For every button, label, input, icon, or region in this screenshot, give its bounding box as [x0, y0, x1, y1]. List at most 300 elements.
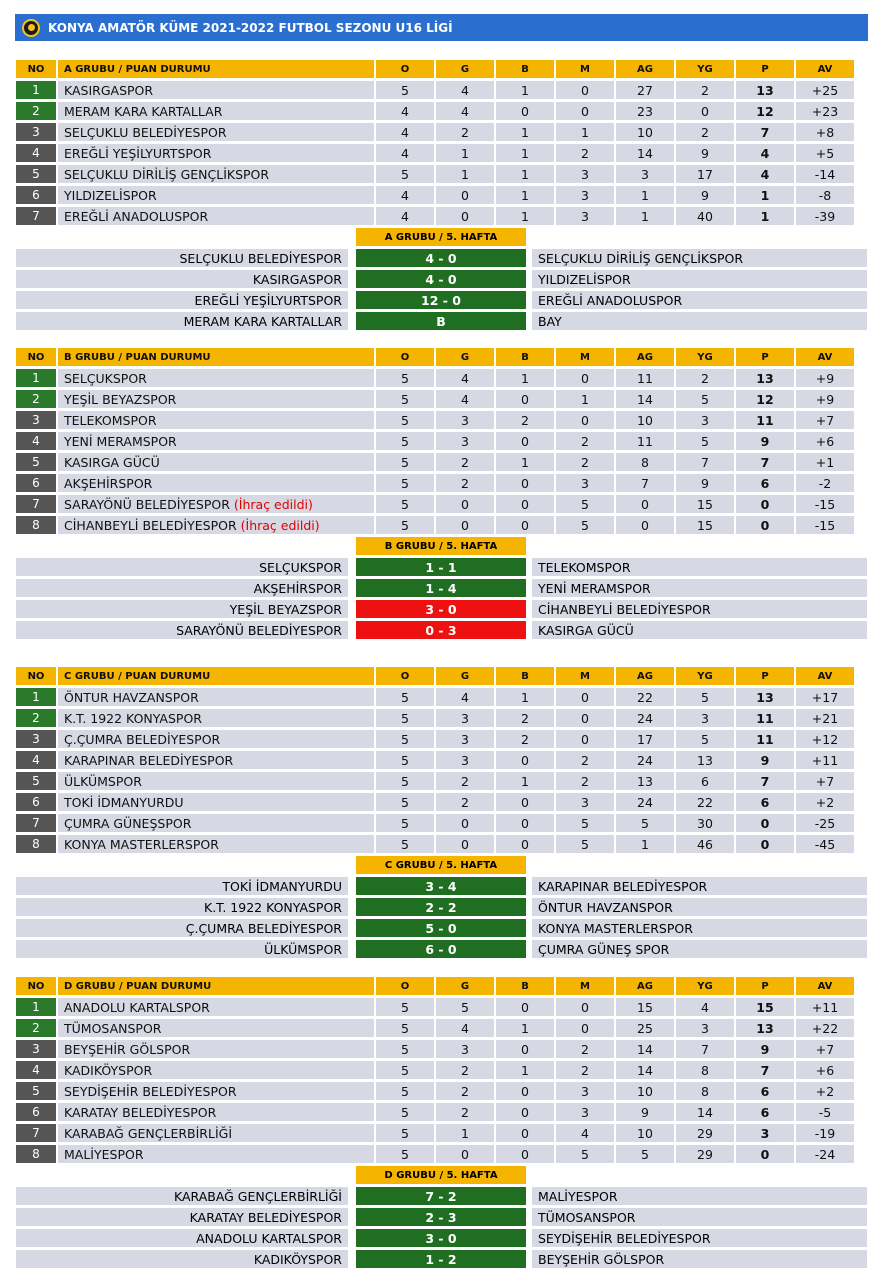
stat-o: 4 — [376, 102, 434, 120]
stat-p: 4 — [736, 144, 794, 162]
table-row — [16, 1082, 867, 1100]
stat-yg: 0 — [676, 102, 734, 120]
match-row — [16, 940, 867, 958]
group-section — [16, 977, 867, 1271]
home-team: SELÇUKLU BELEDİYESPOR — [16, 249, 348, 267]
team-name-cell — [58, 165, 374, 183]
stat-b: 0 — [496, 1124, 554, 1142]
match-row — [16, 1229, 867, 1247]
home-team: KARATAY BELEDİYESPOR — [16, 1208, 348, 1226]
stat-ag: 11 — [616, 369, 674, 387]
table-row — [16, 998, 867, 1016]
stat-m: 5 — [556, 495, 614, 513]
stat-p: 11 — [736, 730, 794, 748]
team-name: SEYDİŞEHİR BELEDİYESPOR — [64, 1083, 237, 1099]
group-section — [16, 60, 867, 333]
stat-p: 6 — [736, 793, 794, 811]
stat-av: -15 — [796, 516, 854, 534]
stat-m: 2 — [556, 751, 614, 769]
stat-b: 1 — [496, 186, 554, 204]
stat-p: 13 — [736, 688, 794, 706]
rank-cell: 5 — [16, 165, 56, 183]
team-name-cell — [58, 814, 374, 832]
team-name-cell — [58, 709, 374, 727]
stat-av: -15 — [796, 495, 854, 513]
stat-o: 5 — [376, 411, 434, 429]
standings-header — [16, 60, 867, 78]
stat-g: 3 — [436, 411, 494, 429]
team-name-cell — [58, 793, 374, 811]
stat-p: 9 — [736, 432, 794, 450]
stat-av: +21 — [796, 709, 854, 727]
stat-ag: 14 — [616, 390, 674, 408]
stat-p: 1 — [736, 186, 794, 204]
stat-m: 2 — [556, 1061, 614, 1079]
rank-cell: 3 — [16, 1040, 56, 1058]
stat-o: 5 — [376, 1103, 434, 1121]
team-name-cell — [58, 102, 374, 120]
stat-ag: 11 — [616, 432, 674, 450]
rank-cell: 8 — [16, 516, 56, 534]
stat-ag: 5 — [616, 1145, 674, 1163]
stat-m: 5 — [556, 835, 614, 853]
match-score: 5 - 0 — [356, 919, 526, 937]
table-row — [16, 1103, 867, 1121]
stat-ag: 10 — [616, 1124, 674, 1142]
stat-av: +22 — [796, 1019, 854, 1037]
col-header-m: M — [556, 348, 614, 366]
table-row — [16, 432, 867, 450]
col-header-b: B — [496, 348, 554, 366]
stat-p: 1 — [736, 207, 794, 225]
stat-av: -45 — [796, 835, 854, 853]
team-name-cell — [58, 186, 374, 204]
match-score: 3 - 0 — [356, 600, 526, 618]
team-name-cell — [58, 207, 374, 225]
away-team: TÜMOSANSPOR — [532, 1208, 867, 1226]
home-team: EREĞLİ YEŞİLYURTSPOR — [16, 291, 348, 309]
stat-av: +5 — [796, 144, 854, 162]
home-team: AKŞEHİRSPOR — [16, 579, 348, 597]
table-row — [16, 144, 867, 162]
col-header-av: AV — [796, 977, 854, 995]
home-team: KADIKÖYSPOR — [16, 1250, 348, 1268]
col-header-av: AV — [796, 60, 854, 78]
away-team: MALİYESPOR — [532, 1187, 867, 1205]
team-name: YENİ MERAMSPOR — [64, 433, 177, 449]
stat-g: 2 — [436, 793, 494, 811]
rank-cell: 4 — [16, 1061, 56, 1079]
col-header-no: NO — [16, 977, 56, 995]
stat-b: 0 — [496, 751, 554, 769]
stat-av: +9 — [796, 390, 854, 408]
away-team: ÖNTUR HAVZANSPOR — [532, 898, 867, 916]
match-row — [16, 919, 867, 937]
stat-m: 2 — [556, 144, 614, 162]
stat-o: 5 — [376, 165, 434, 183]
stat-av: +23 — [796, 102, 854, 120]
week-header: B GRUBU / 5. HAFTA — [356, 537, 526, 555]
stat-m: 0 — [556, 730, 614, 748]
away-team: BAY — [532, 312, 867, 330]
table-row — [16, 1145, 867, 1163]
standings-header — [16, 667, 867, 685]
stat-yg: 46 — [676, 835, 734, 853]
col-header-o: O — [376, 348, 434, 366]
stat-g: 3 — [436, 1040, 494, 1058]
stat-p: 12 — [736, 390, 794, 408]
stat-o: 5 — [376, 516, 434, 534]
stat-av: -14 — [796, 165, 854, 183]
stat-g: 4 — [436, 688, 494, 706]
table-row — [16, 730, 867, 748]
stat-g: 3 — [436, 709, 494, 727]
stat-ag: 17 — [616, 730, 674, 748]
team-name: KASIRGA GÜCÜ — [64, 454, 160, 470]
team-name-cell — [58, 730, 374, 748]
stat-ag: 9 — [616, 1103, 674, 1121]
stat-yg: 17 — [676, 165, 734, 183]
stat-m: 0 — [556, 1019, 614, 1037]
home-team: SELÇUKSPOR — [16, 558, 348, 576]
table-row — [16, 1019, 867, 1037]
stat-m: 2 — [556, 432, 614, 450]
home-team: KASIRGASPOR — [16, 270, 348, 288]
stat-yg: 8 — [676, 1082, 734, 1100]
col-header-m: M — [556, 667, 614, 685]
team-name: EREĞLİ YEŞİLYURTSPOR — [64, 145, 212, 161]
team-name-cell — [58, 1082, 374, 1100]
stat-p: 9 — [736, 751, 794, 769]
stat-ag: 7 — [616, 474, 674, 492]
stat-av: +12 — [796, 730, 854, 748]
rank-cell: 2 — [16, 709, 56, 727]
stat-o: 4 — [376, 186, 434, 204]
stat-o: 5 — [376, 1124, 434, 1142]
col-header-o: O — [376, 977, 434, 995]
stat-o: 4 — [376, 207, 434, 225]
table-row — [16, 369, 867, 387]
match-row — [16, 579, 867, 597]
stat-p: 0 — [736, 495, 794, 513]
stat-o: 5 — [376, 390, 434, 408]
rank-cell: 8 — [16, 835, 56, 853]
stat-yg: 3 — [676, 411, 734, 429]
team-name: SELÇUKLU DİRİLİŞ GENÇLİKSPOR — [64, 166, 270, 182]
col-header-m: M — [556, 977, 614, 995]
stat-m: 5 — [556, 814, 614, 832]
stat-ag: 14 — [616, 1040, 674, 1058]
stat-m: 3 — [556, 1082, 614, 1100]
week-header-row — [16, 856, 867, 874]
stat-p: 0 — [736, 516, 794, 534]
team-name-cell — [58, 1145, 374, 1163]
table-row — [16, 1040, 867, 1058]
stat-yg: 2 — [676, 81, 734, 99]
stat-ag: 15 — [616, 998, 674, 1016]
stat-yg: 5 — [676, 730, 734, 748]
table-row — [16, 688, 867, 706]
stat-av: +7 — [796, 411, 854, 429]
team-name-cell — [58, 432, 374, 450]
col-header-g: G — [436, 60, 494, 78]
stat-yg: 2 — [676, 369, 734, 387]
table-row — [16, 495, 867, 513]
stat-b: 0 — [496, 1145, 554, 1163]
match-score: 4 - 0 — [356, 249, 526, 267]
stat-m: 3 — [556, 186, 614, 204]
table-row — [16, 81, 867, 99]
team-name-cell — [58, 495, 374, 513]
match-score: 12 - 0 — [356, 291, 526, 309]
home-team: ANADOLU KARTALSPOR — [16, 1229, 348, 1247]
table-row — [16, 474, 867, 492]
stat-g: 0 — [436, 835, 494, 853]
stat-p: 4 — [736, 165, 794, 183]
table-row — [16, 186, 867, 204]
team-name-cell — [58, 835, 374, 853]
stat-b: 1 — [496, 123, 554, 141]
team-name-cell — [58, 998, 374, 1016]
col-header-b: B — [496, 667, 554, 685]
col-header-g: G — [436, 348, 494, 366]
stat-o: 5 — [376, 1145, 434, 1163]
table-row — [16, 772, 867, 790]
team-name: TOKİ İDMANYURDU — [64, 794, 184, 810]
stat-g: 3 — [436, 432, 494, 450]
stat-o: 5 — [376, 432, 434, 450]
col-header-no: NO — [16, 667, 56, 685]
stat-b: 1 — [496, 688, 554, 706]
stat-g: 1 — [436, 165, 494, 183]
stat-av: +6 — [796, 1061, 854, 1079]
stat-ag: 0 — [616, 516, 674, 534]
match-score: 1 - 1 — [356, 558, 526, 576]
col-header-p: P — [736, 977, 794, 995]
stat-yg: 9 — [676, 186, 734, 204]
stat-av: -2 — [796, 474, 854, 492]
stat-b: 0 — [496, 432, 554, 450]
stat-o: 5 — [376, 1019, 434, 1037]
stat-p: 11 — [736, 709, 794, 727]
stat-ag: 1 — [616, 186, 674, 204]
col-header-o: O — [376, 667, 434, 685]
stat-b: 1 — [496, 369, 554, 387]
table-row — [16, 814, 867, 832]
rank-cell: 3 — [16, 123, 56, 141]
stat-yg: 15 — [676, 516, 734, 534]
group-standings-title: C GRUBU / PUAN DURUMU — [58, 667, 374, 685]
stat-b: 2 — [496, 709, 554, 727]
stat-av: +9 — [796, 369, 854, 387]
stat-yg: 2 — [676, 123, 734, 141]
stat-b: 0 — [496, 998, 554, 1016]
table-row — [16, 709, 867, 727]
stat-ag: 14 — [616, 1061, 674, 1079]
match-score: 2 - 2 — [356, 898, 526, 916]
stat-m: 0 — [556, 369, 614, 387]
title-banner — [15, 14, 868, 41]
stat-ag: 25 — [616, 1019, 674, 1037]
match-row — [16, 1187, 867, 1205]
stat-g: 2 — [436, 1103, 494, 1121]
rank-cell: 6 — [16, 793, 56, 811]
stat-yg: 3 — [676, 1019, 734, 1037]
stat-o: 5 — [376, 998, 434, 1016]
stat-b: 0 — [496, 516, 554, 534]
stat-o: 5 — [376, 1061, 434, 1079]
stat-b: 0 — [496, 474, 554, 492]
stat-ag: 3 — [616, 165, 674, 183]
stat-g: 4 — [436, 102, 494, 120]
rank-cell: 2 — [16, 102, 56, 120]
away-team: SEYDİŞEHİR BELEDİYESPOR — [532, 1229, 867, 1247]
stat-av: +7 — [796, 772, 854, 790]
table-row — [16, 516, 867, 534]
stat-ag: 10 — [616, 123, 674, 141]
team-name: YEŞİL BEYAZSPOR — [64, 391, 177, 407]
team-name: BEYŞEHİR GÖLSPOR — [64, 1041, 191, 1057]
rank-cell: 6 — [16, 1103, 56, 1121]
stat-av: +11 — [796, 998, 854, 1016]
away-team: CİHANBEYLİ BELEDİYESPOR — [532, 600, 867, 618]
stat-ag: 23 — [616, 102, 674, 120]
away-team: SELÇUKLU DİRİLİŞ GENÇLİKSPOR — [532, 249, 867, 267]
stat-o: 5 — [376, 751, 434, 769]
stat-yg: 5 — [676, 688, 734, 706]
stat-b: 0 — [496, 1103, 554, 1121]
stat-av: +11 — [796, 751, 854, 769]
stat-o: 5 — [376, 835, 434, 853]
table-row — [16, 1124, 867, 1142]
rank-cell: 6 — [16, 474, 56, 492]
match-row — [16, 270, 867, 288]
stat-o: 5 — [376, 793, 434, 811]
stat-ag: 1 — [616, 835, 674, 853]
stat-p: 7 — [736, 1061, 794, 1079]
col-header-yg: YG — [676, 348, 734, 366]
away-team: KONYA MASTERLERSPOR — [532, 919, 867, 937]
stat-yg: 7 — [676, 1040, 734, 1058]
stat-p: 6 — [736, 1103, 794, 1121]
stat-av: -19 — [796, 1124, 854, 1142]
home-team: YEŞİL BEYAZSPOR — [16, 600, 348, 618]
team-name: ÖNTUR HAVZANSPOR — [64, 689, 199, 705]
stat-g: 2 — [436, 474, 494, 492]
table-row — [16, 390, 867, 408]
match-row — [16, 600, 867, 618]
stat-yg: 29 — [676, 1145, 734, 1163]
week-header: C GRUBU / 5. HAFTA — [356, 856, 526, 874]
stat-av: -5 — [796, 1103, 854, 1121]
team-name: MERAM KARA KARTALLAR — [64, 103, 223, 119]
match-score: 1 - 4 — [356, 579, 526, 597]
stat-p: 7 — [736, 123, 794, 141]
stat-p: 13 — [736, 81, 794, 99]
stat-g: 4 — [436, 81, 494, 99]
stat-m: 5 — [556, 516, 614, 534]
stat-g: 3 — [436, 751, 494, 769]
match-score: 4 - 0 — [356, 270, 526, 288]
team-name-cell — [58, 123, 374, 141]
match-row — [16, 291, 867, 309]
rank-cell: 1 — [16, 81, 56, 99]
col-header-yg: YG — [676, 60, 734, 78]
team-name: Ç.ÇUMRA BELEDİYESPOR — [64, 731, 221, 747]
match-row — [16, 877, 867, 895]
week-header: A GRUBU / 5. HAFTA — [356, 228, 526, 246]
rank-cell: 4 — [16, 432, 56, 450]
rank-cell: 7 — [16, 207, 56, 225]
col-header-ag: AG — [616, 348, 674, 366]
team-name: KARABAĞ GENÇLERBİRLİĞİ — [64, 1125, 233, 1141]
page-title: KONYA AMATÖR KÜME 2021-2022 FUTBOL SEZONU U16 LİGİ — [48, 20, 453, 35]
stat-m: 0 — [556, 998, 614, 1016]
away-team: KARAPINAR BELEDİYESPOR — [532, 877, 867, 895]
stat-b: 1 — [496, 144, 554, 162]
stat-g: 0 — [436, 495, 494, 513]
stat-ag: 14 — [616, 144, 674, 162]
stat-b: 0 — [496, 1082, 554, 1100]
group-section — [16, 348, 867, 642]
rank-cell: 3 — [16, 730, 56, 748]
team-name-cell — [58, 516, 374, 534]
standings-header — [16, 348, 867, 366]
table-row — [16, 207, 867, 225]
excluded-note: (İhraç edildi) — [233, 496, 313, 512]
rank-cell: 3 — [16, 411, 56, 429]
rank-cell: 6 — [16, 186, 56, 204]
stat-yg: 22 — [676, 793, 734, 811]
stat-av: +1 — [796, 453, 854, 471]
home-team: KARABAĞ GENÇLERBİRLİĞİ — [16, 1187, 348, 1205]
match-row — [16, 621, 867, 639]
stat-yg: 13 — [676, 751, 734, 769]
stat-ag: 24 — [616, 793, 674, 811]
match-score: 7 - 2 — [356, 1187, 526, 1205]
stat-o: 4 — [376, 123, 434, 141]
stat-b: 0 — [496, 793, 554, 811]
home-team: K.T. 1922 KONYASPOR — [16, 898, 348, 916]
stat-b: 1 — [496, 165, 554, 183]
away-team: YENİ MERAMSPOR — [532, 579, 867, 597]
away-team: YILDIZELİSPOR — [532, 270, 867, 288]
table-row — [16, 411, 867, 429]
stat-o: 5 — [376, 453, 434, 471]
away-team: TELEKOMSPOR — [532, 558, 867, 576]
team-name-cell — [58, 144, 374, 162]
stat-p: 12 — [736, 102, 794, 120]
stat-av: -24 — [796, 1145, 854, 1163]
team-name-cell — [58, 390, 374, 408]
stat-m: 3 — [556, 474, 614, 492]
stat-yg: 7 — [676, 453, 734, 471]
stat-yg: 5 — [676, 390, 734, 408]
stat-p: 13 — [736, 369, 794, 387]
rank-cell: 7 — [16, 1124, 56, 1142]
team-name-cell — [58, 453, 374, 471]
group-standings-title: B GRUBU / PUAN DURUMU — [58, 348, 374, 366]
stat-g: 4 — [436, 390, 494, 408]
col-header-ag: AG — [616, 667, 674, 685]
rank-cell: 7 — [16, 495, 56, 513]
home-team: ÜLKÜMSPOR — [16, 940, 348, 958]
team-name: TÜMOSANSPOR — [64, 1020, 162, 1036]
stat-g: 0 — [436, 1145, 494, 1163]
stat-m: 3 — [556, 1103, 614, 1121]
team-name-cell — [58, 411, 374, 429]
stat-m: 2 — [556, 453, 614, 471]
